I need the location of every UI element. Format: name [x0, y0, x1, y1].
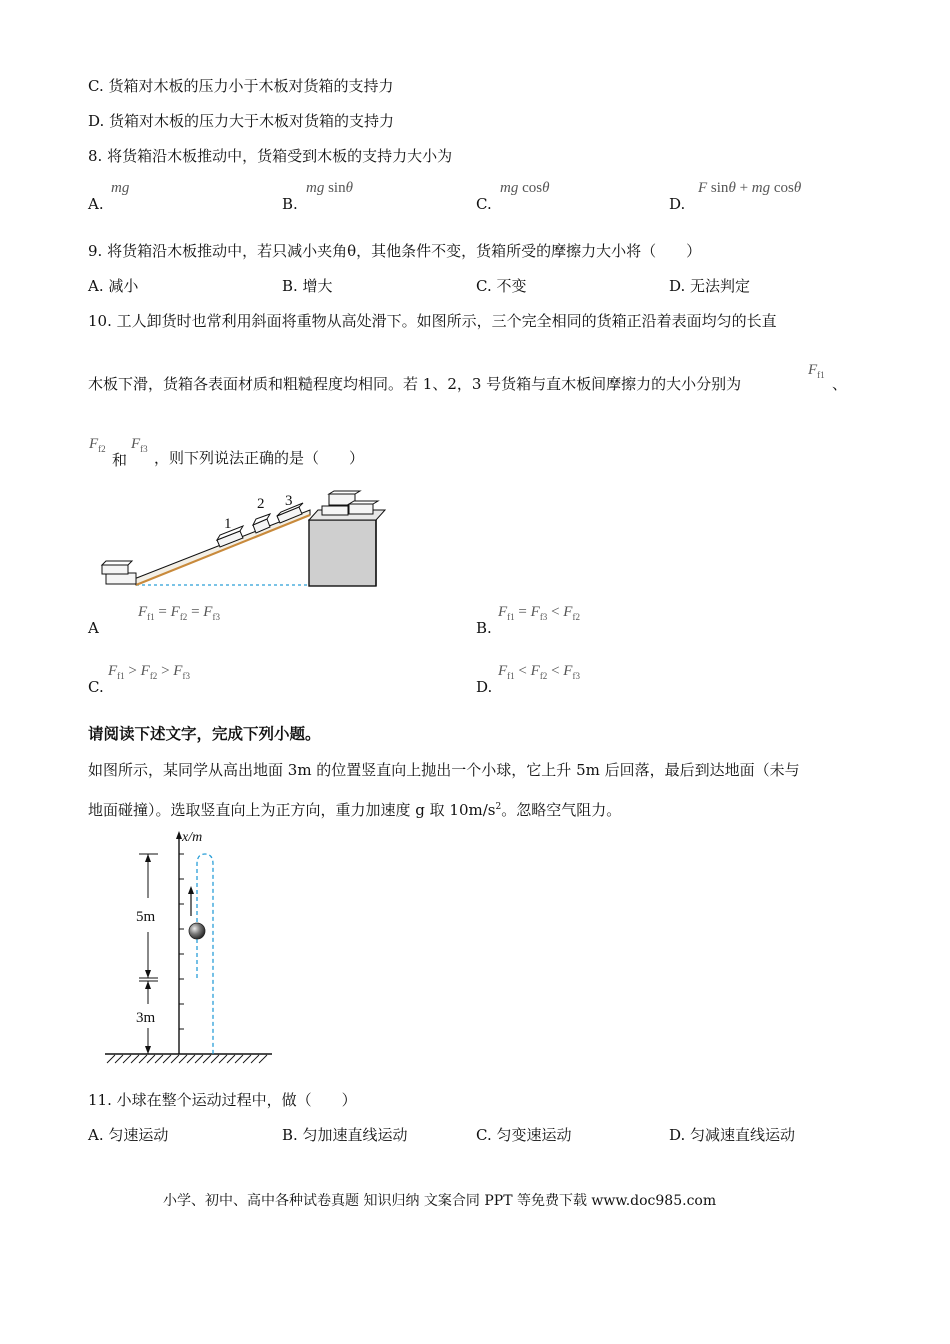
q10-stem-line1: 10. 工人卸货时也常利用斜面将重物从高处滑下。如图所示，三个完全相同的货箱正沿着表面均匀的长直 [88, 312, 777, 330]
q10-option-a-expr: $F_{f1} = F_{f2} = F_{f3}$ [138, 604, 220, 622]
q10-and: 和 [112, 451, 128, 469]
q10-symbol-ff1: $F_{f1}$ [808, 362, 825, 380]
q8-option-b-label: B. [282, 195, 298, 213]
q10-option-d-label: D. [476, 678, 493, 696]
q10-symbol-ff2: $F_{f2}$ [89, 436, 106, 454]
box-label-3: 3 [285, 493, 293, 509]
axis-label: x/m [182, 830, 203, 845]
q10-option-c-expr: $F_{f1} > F_{f2} > F_{f3}$ [108, 663, 190, 681]
q9-option-c: C. 不变 [476, 277, 527, 295]
q11-option-b: B. 匀加速直线运动 [282, 1126, 408, 1144]
q10-stem-line2: 木板下滑，货箱各表面材质和粗糙程度均相同。若 1、2，3 号货箱与直木板间摩擦力的大小分别为 [88, 375, 742, 393]
q11-option-c: C. 匀变速运动 [476, 1126, 572, 1144]
q8-option-a-label: A. [88, 195, 104, 213]
q10-symbol-ff3: $F_{f3}$ [131, 436, 148, 454]
ramp-figure [96, 488, 396, 590]
throw-figure [100, 828, 280, 1070]
q10-option-c-label: C. [88, 678, 104, 696]
q8-option-b-expr: mg sinθ [306, 180, 353, 196]
q8-stem: 8. 将货箱沿木板推动中，货箱受到木板的支持力大小为 [88, 147, 453, 165]
platform [309, 520, 376, 586]
label-3m: 3m [136, 1010, 156, 1026]
passage-line2: 地面碰撞）。选取竖直向上为正方向，重力加速度 g 取 $10m/s^2$。忽略空气阻力。 [88, 801, 622, 819]
section-heading: 请阅读下述文字，完成下列小题。 [88, 725, 321, 743]
label-5m: 5m [136, 909, 156, 925]
boxes-on-platform [322, 491, 378, 515]
q10-option-a-label: A [88, 619, 99, 637]
q11-stem: 11. 小球在整个运动过程中，做（ ） [88, 1091, 357, 1109]
q10-option-d-expr: $F_{f1} < F_{f2} < F_{f3}$ [498, 663, 580, 681]
page-footer: 小学、初中、高中各种试卷真题 知识归纳 文案合同 PPT 等免费下载 www.doc985.com [163, 1193, 717, 1209]
q9-option-a: A. 减小 [88, 277, 139, 295]
q9-stem: 9. 将货箱沿木板推动中，若只减小夹角θ，其他条件不变，货箱所受的摩擦力大小将（ ） [88, 242, 702, 260]
q11-option-a: A. 匀速运动 [88, 1126, 169, 1144]
passage-line1: 如图所示，某同学从高出地面 3m 的位置竖直向上抛出一个小球，它上升 5m 后回落，最后到达地面（未与 [88, 761, 800, 779]
ball [189, 923, 205, 939]
q8-option-c-expr: mg cosθ [500, 180, 550, 196]
q9-option-d: D. 无法判定 [669, 277, 751, 295]
q10-separator: 、 [832, 375, 848, 393]
q10-option-b-expr: $F_{f1} = F_{f3} < F_{f2}$ [498, 604, 580, 622]
q7-option-c: C. 货箱对木板的压力小于木板对货箱的支持力 [88, 77, 394, 95]
q11-option-d: D. 匀减速直线运动 [669, 1126, 796, 1144]
box-label-1: 1 [224, 516, 232, 532]
boxes-at-bottom [102, 561, 136, 584]
q8-option-d-label: D. [669, 195, 686, 213]
q9-option-b: B. 增大 [282, 277, 333, 295]
q10-option-b-label: B. [476, 619, 492, 637]
q7-option-d: D. 货箱对木板的压力大于木板对货箱的支持力 [88, 112, 395, 130]
q8-option-d-expr: F sinθ + mg cosθ [698, 180, 802, 196]
box-label-2: 2 [257, 496, 265, 512]
q8-option-c-label: C. [476, 195, 492, 213]
trajectory-dashed [197, 854, 213, 1054]
q8-option-a-expr: mg [111, 180, 130, 196]
q10-stem-line3: ，则下列说法正确的是（ ） [154, 449, 365, 467]
